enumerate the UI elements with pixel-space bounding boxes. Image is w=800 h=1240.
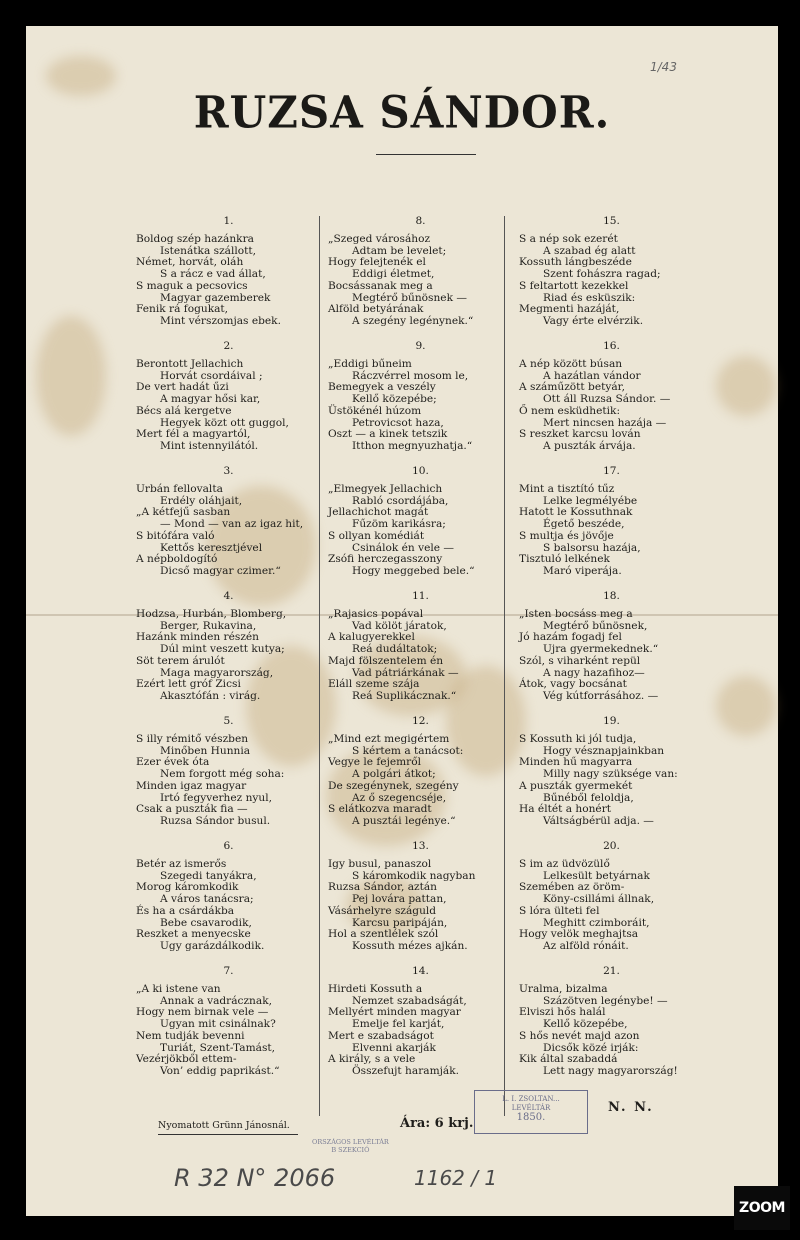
verse-line: Reá Suplikácznak.“: [352, 690, 457, 702]
verse-line: A polgári átkot;: [352, 768, 436, 780]
verse-line: S reszket karcsu lován: [519, 428, 641, 441]
stanza-number: 4.: [223, 590, 234, 602]
verse-line: Elvenni akarják: [352, 1041, 436, 1054]
verse-line: Szemében az öröm-: [519, 881, 625, 894]
verse-line: Szegedi tanyákra,: [160, 869, 257, 882]
stanza-number: 14.: [412, 965, 429, 977]
verse-line: Berger, Rukavina,: [160, 619, 257, 632]
stanza-number: 11.: [412, 590, 429, 602]
verse-line: Pej lovára pattan,: [352, 893, 447, 905]
verse-line: Az alföld rónáit.: [543, 940, 629, 952]
verse-line: Megmenti hazáját,: [519, 303, 620, 316]
verse-line: Csak a puszták fia —: [136, 803, 248, 816]
verse-line: Reá dudáltatok;: [352, 643, 438, 655]
verse-line: Vég kútforrásához. —: [543, 690, 659, 702]
verse-line: Hegyek közt ott guggol,: [160, 416, 289, 429]
verse-line: Meghitt czimboráit,: [543, 916, 650, 929]
verse-line: S a nép sok ezerét: [519, 232, 618, 245]
verse-line: S a rácz e vad állat,: [160, 268, 266, 280]
stain: [36, 316, 106, 436]
verse-line: Eláll szeme szája: [328, 678, 420, 691]
stamp-line: L. I. ZSOLTAN...: [502, 1095, 560, 1103]
verse-line: Vezérjökből ettem-: [136, 1053, 237, 1066]
stamp-line: B SZEKCIÓ: [331, 1146, 370, 1154]
verse-line: Igy busul, panaszol: [328, 857, 432, 870]
verse-line: Ruzsa Sándor busul.: [160, 815, 271, 827]
verse-line: Dicsők közé irják:: [543, 1041, 639, 1054]
verse-line: Elviszi hős halál: [519, 1006, 606, 1019]
verse-line: Alföld betyárának: [328, 303, 424, 316]
verse-line: Maga magyarország,: [160, 666, 274, 679]
stanza-number: 1.: [223, 215, 234, 227]
stanza-number: 15.: [603, 215, 620, 227]
stanza-number: 5.: [223, 715, 234, 727]
verse-line: A szabad ég alatt: [543, 244, 636, 257]
stanza: [519, 966, 704, 1091]
verse-line: Morog káromkodik: [136, 881, 239, 894]
verse-line: Ujra gyermekednek.“: [543, 643, 659, 655]
verse-line: Bocsássanak meg a: [328, 279, 433, 292]
verse-line: S lóra ülteti fel: [519, 904, 600, 917]
verse-line: Vegye le fejemről: [328, 756, 421, 769]
verse-line: Itthon megnyuzhatja.“: [352, 440, 473, 452]
poem-column-2: [328, 216, 513, 1091]
verse-line: Mellyért minden magyar: [328, 1006, 461, 1019]
stanza: [328, 341, 513, 466]
verse-line: S illy rémitő vészben: [136, 732, 249, 745]
stanza-number: 20.: [603, 840, 620, 852]
verse-line: „A ki istene van: [136, 982, 221, 995]
verse-line: „Mind ezt megigértem: [328, 732, 450, 745]
stanza: [519, 216, 704, 341]
verse-line: Irtó fegyverhez nyul,: [160, 791, 272, 804]
verse-line: Szent fohászra ragad;: [543, 268, 661, 280]
verse-line: Nem forgott még soha:: [160, 768, 285, 780]
verse-line: — Mond — van az igaz hit,: [160, 518, 304, 530]
verse-line: „Eddigi bűneim: [328, 357, 412, 370]
stain: [716, 676, 776, 736]
verse-line: Ugy garázdálkodik.: [160, 940, 265, 952]
stanza-number: 19.: [603, 715, 620, 727]
verse-line: Minőben Hunnia: [160, 744, 251, 757]
stanza: [136, 591, 321, 716]
verse-line: Hirdeti Kossuth a: [328, 982, 423, 995]
verse-line: Bűnéből feloldja,: [543, 791, 634, 804]
stanza-number: 21.: [603, 965, 620, 977]
verse-line: Erdély oláhjait,: [160, 494, 243, 507]
stanza: [136, 716, 321, 841]
handwritten-number: 1162 / 1: [414, 1166, 498, 1190]
zoom-logo[interactable]: ZOOM: [734, 1186, 790, 1230]
verse-line: S hős nevét majd azon: [519, 1029, 640, 1042]
verse-line: Az ő szegencséje,: [352, 791, 447, 804]
verse-line: S im az üdvözülő: [519, 857, 610, 870]
verse-line: Tisztuló lelkének: [519, 553, 610, 566]
verse-line: Uralma, bizalma: [519, 982, 608, 995]
verse-line: Hogy velök meghajtsa: [519, 928, 639, 941]
verse-line: Milly nagy szüksége van:: [543, 768, 678, 780]
document-sheet: [26, 26, 778, 1216]
stanza: [328, 216, 513, 341]
verse-line: Istenátka szállott,: [160, 244, 257, 257]
stain: [716, 356, 776, 416]
verse-line: Lelke legmélyébe: [543, 494, 638, 507]
verse-line: Nemzet szabadságát,: [352, 994, 467, 1007]
verse-line: Oszt — a kinek tetszik: [328, 428, 448, 441]
stanza: [136, 841, 321, 966]
verse-line: Ugyan mit csinálnak?: [160, 1018, 276, 1030]
verse-line: Vad kölöt járatok,: [352, 619, 447, 632]
verse-line: Kellő közepébe;: [352, 393, 437, 405]
verse-line: Kik által szabaddá: [519, 1053, 618, 1066]
verse-line: Szól, s viharként repül: [519, 654, 641, 667]
stanza-number: 8.: [415, 215, 426, 227]
verse-line: Jellachichot magát: [328, 506, 429, 519]
verse-line: S balsorsu hazája,: [543, 541, 641, 554]
stanza-number: 10.: [412, 465, 429, 477]
verse-line: Vad pátriárkának —: [352, 666, 459, 679]
verse-line: A pusztái legénye.“: [352, 815, 456, 827]
verse-line: Hogy meggebed bele.“: [352, 565, 475, 577]
verse-line: Petrovicsot haza,: [352, 416, 444, 429]
stanza-number: 7.: [223, 965, 234, 977]
title-rule: [376, 154, 476, 155]
verse-line: Ha éltét a honért: [519, 803, 612, 816]
verse-line: És ha a csárdákba: [136, 904, 235, 917]
verse-line: Ruzsa Sándor, aztán: [328, 881, 437, 894]
verse-line: Köny-csillámi állnak,: [543, 893, 655, 905]
poem-column-3: [519, 216, 704, 1091]
printer-rule: [158, 1134, 298, 1135]
verse-line: Bécs alá kergetve: [136, 404, 232, 417]
stanza: [519, 841, 704, 966]
stanza-number: 17.: [603, 465, 620, 477]
verse-line: Jó hazám fogadj fel: [519, 631, 622, 644]
verse-line: „A kétfejű sasban: [136, 506, 231, 519]
verse-line: Vagy érte elvérzik.: [543, 315, 644, 327]
verse-line: S maguk a pecsovics: [136, 279, 248, 292]
verse-line: Váltságbérül adja. —: [543, 815, 654, 827]
stanza: [519, 341, 704, 466]
stanza-number: 6.: [223, 840, 234, 852]
stanza-number: 2.: [223, 340, 234, 352]
verse-line: S elátkozva maradt: [328, 803, 432, 816]
verse-line: Eddigi életmet,: [352, 268, 435, 280]
printer-credit: Nyomatott Grünn Jánosnál.: [158, 1120, 290, 1131]
verse-line: Megtérő bűnösnek,: [543, 619, 648, 632]
stanza-number: 18.: [603, 590, 620, 602]
archive-stamp-small: [312, 1138, 389, 1154]
verse-line: Mert e szabadságot: [328, 1029, 434, 1042]
verse-line: Csinálok én vele —: [352, 541, 454, 554]
verse-line: Kossuth mézes ajkán.: [352, 940, 468, 952]
verse-line: Turiát, Szent-Tamást,: [160, 1041, 276, 1054]
verse-line: Ezer évek óta: [136, 756, 210, 769]
verse-line: Riad és esküszik:: [543, 291, 636, 304]
verse-line: A nép között búsan: [519, 357, 623, 370]
verse-line: A város tanácsra;: [160, 893, 254, 905]
verse-line: Hazánk minden részén: [136, 631, 260, 644]
verse-line: Megtérő bűnösnek —: [352, 291, 467, 304]
handwritten-shelfmark: R 32 N° 2066: [174, 1164, 336, 1192]
verse-line: Lelkesült betyárnak: [543, 869, 650, 882]
verse-line: Reszket a menyecske: [136, 928, 251, 941]
verse-line: A száműzött betyár,: [519, 381, 625, 394]
verse-line: Emelje fel karját,: [352, 1018, 445, 1030]
verse-line: Boldog szép hazánkra: [136, 232, 254, 245]
verse-line: S káromkodik nagyban: [352, 869, 476, 882]
stamp-line: 1850.: [516, 1112, 546, 1123]
verse-line: Urbán fellovalta: [136, 482, 223, 495]
verse-line: Hol a szentlélek szól: [328, 928, 439, 941]
verse-line: Százötven legénybe! —: [543, 994, 668, 1007]
verse-line: Átok, vagy bocsánat: [519, 678, 627, 691]
verse-line: S bitófára való: [136, 529, 215, 542]
stanza-number: 16.: [603, 340, 620, 352]
stanza-number: 12.: [412, 715, 429, 727]
archive-stamp: [474, 1090, 588, 1134]
verse-line: Annak a vadrácznak,: [160, 994, 272, 1007]
handwritten-corner-note: 1/43: [650, 60, 677, 74]
verse-line: Minden hű magyarra: [519, 756, 633, 769]
verse-line: Bemegyek a veszély: [328, 381, 436, 394]
author-signature: N. N.: [608, 1100, 654, 1115]
verse-line: Ő nem esküdhetik:: [519, 404, 621, 417]
verse-line: Adtam be levelet;: [352, 244, 447, 257]
verse-line: Mint a tisztító tűz: [519, 482, 615, 495]
verse-line: Betér az ismerős: [136, 857, 227, 870]
verse-line: Kettős keresztjével: [160, 541, 263, 554]
verse-line: Maró viperája.: [543, 565, 622, 577]
verse-line: „Isten bocsáss meg a: [519, 607, 633, 620]
stanza: [328, 966, 513, 1091]
verse-line: Kellő közepébe,: [543, 1018, 628, 1030]
verse-line: „Elmegyek Jellachich: [328, 482, 443, 495]
stanza-number: 9.: [415, 340, 426, 352]
verse-line: Berontott Jellachich: [136, 357, 244, 370]
verse-line: Von’ eddig paprikást.“: [160, 1065, 280, 1077]
poem-column-1: [136, 216, 321, 1091]
stanza: [136, 341, 321, 466]
verse-line: De szegénynek, szegény: [328, 779, 459, 792]
stanza: [519, 591, 704, 716]
verse-line: A népboldogító: [136, 553, 218, 566]
verse-line: A király, s a vele: [328, 1053, 416, 1066]
verse-line: Hogy felejtenék el: [328, 256, 426, 269]
verse-line: Ott áll Ruzsa Sándor. —: [543, 393, 671, 405]
stanza: [519, 466, 704, 591]
price: Ára: 6 krj.: [400, 1116, 474, 1131]
verse-line: A puszták gyermekét: [519, 779, 633, 792]
verse-line: Magyar gazemberek: [160, 291, 271, 304]
verse-line: Égető beszéde,: [543, 518, 625, 530]
stanza: [136, 466, 321, 591]
verse-line: Karcsu paripáján,: [352, 916, 448, 929]
verse-line: Zsófi herczegasszony: [328, 553, 443, 566]
verse-line: „Rajasics popával: [328, 607, 424, 620]
verse-line: S feltartott kezekkel: [519, 279, 629, 292]
verse-line: Mert nincsen hazája —: [543, 416, 667, 429]
verse-line: Rabló csordájába,: [352, 494, 449, 507]
verse-line: Mert fél a magyartól,: [136, 428, 251, 441]
verse-line: Ráczvérrel mosom le,: [352, 369, 469, 382]
verse-line: A magyar hősi kar,: [160, 393, 261, 405]
verse-line: Söt terem árulót: [136, 654, 225, 667]
verse-line: De vert hadát űzi: [136, 381, 229, 394]
verse-line: S ollyan komédiát: [328, 529, 425, 542]
verse-line: Minden igaz magyar: [136, 779, 247, 792]
verse-line: Német, horvát, oláh: [136, 256, 244, 269]
verse-line: Összefujt haramják.: [352, 1065, 460, 1077]
verse-line: Mint vérszomjas ebek.: [160, 315, 281, 327]
stanza: [328, 466, 513, 591]
verse-line: Mint istennyilától.: [160, 440, 259, 452]
verse-line: Üstökénél húzom: [328, 404, 422, 417]
verse-line: S multja és jövője: [519, 529, 614, 542]
verse-line: Ezért lett gróf Zicsi: [136, 678, 241, 691]
stanza: [136, 216, 321, 341]
stanza-number: 3.: [223, 465, 234, 477]
verse-line: Dúl mint veszett kutya;: [160, 643, 285, 655]
verse-line: Bebe csavarodik,: [160, 916, 252, 929]
verse-line: Hogy nem birnak vele —: [136, 1006, 269, 1019]
verse-line: Akasztófán : virág.: [160, 690, 261, 702]
verse-line: Vásárhelyre száguld: [328, 904, 437, 917]
verse-line: A nagy hazafihoz—: [543, 666, 645, 679]
verse-line: S kértem a tanácsot:: [352, 744, 464, 757]
verse-line: Dicső magyar czimer.“: [160, 565, 281, 577]
verse-line: A hazátlan vándor: [543, 369, 641, 382]
page-title: RUZSA SÁNDOR.: [193, 86, 611, 139]
stanza: [328, 716, 513, 841]
stanza: [136, 966, 321, 1091]
verse-line: Kossuth lángbeszéde: [519, 256, 632, 269]
verse-line: Majd fölszentelem én: [328, 654, 444, 667]
verse-line: Horvát csordáival ;: [160, 369, 263, 382]
verse-line: Nem tudják bevenni: [136, 1029, 245, 1042]
stanza: [328, 841, 513, 966]
verse-line: Fűzöm karikásra;: [352, 518, 446, 530]
verse-line: A puszták árvája.: [543, 440, 636, 452]
stanza-number: 13.: [412, 840, 429, 852]
verse-line: S Kossuth ki jól tudja,: [519, 732, 637, 745]
stamp-line: ORSZÁGOS LEVÉLTÁR: [312, 1138, 389, 1146]
stanza: [328, 591, 513, 716]
verse-line: A szegény legénynek.“: [352, 315, 474, 327]
verse-line: Hatott le Kossuthnak: [519, 506, 633, 519]
verse-line: Fenik rá fogukat,: [136, 303, 229, 316]
verse-line: A kalugyerekkel: [328, 631, 415, 644]
stamp-line: LEVÉLTÁR: [511, 1104, 551, 1112]
stanza: [519, 716, 704, 841]
verse-line: Lett nagy magyarország!: [543, 1065, 678, 1077]
verse-line: Hodzsa, Hurbán, Blomberg,: [136, 607, 287, 620]
verse-line: „Szeged városához: [328, 232, 431, 245]
verse-line: Hogy vésznapjainkban: [543, 744, 665, 757]
